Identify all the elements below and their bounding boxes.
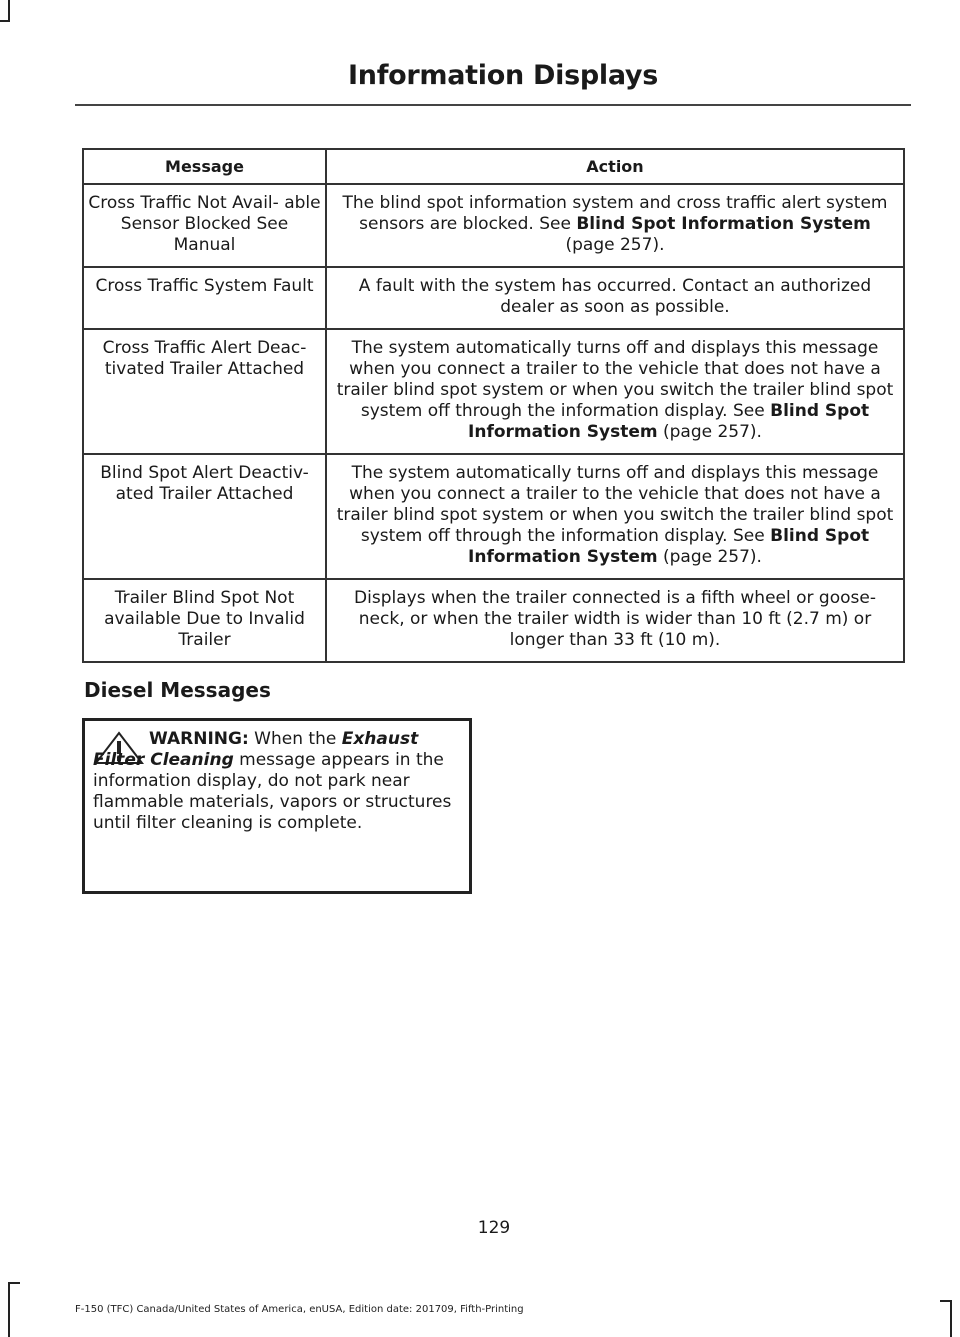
page-title: Information Displays xyxy=(348,60,658,91)
page-reference: (page 257). xyxy=(657,547,762,567)
message-cell: Cross Traffic Alert Deac- tivated Trailer Attached xyxy=(83,329,326,454)
header-message: Message xyxy=(83,149,326,184)
action-text: The blind spot information system and cross traffic alert system sensors are blocked. See xyxy=(342,193,888,234)
action-text: The system automatically turns off and displays this message when you connect a trailer to the vehicle that does not have a trailer blind spot system or when you switch the trailer blind spot system off through the information display. See xyxy=(336,463,894,546)
message-cell: Blind Spot Alert Deactiv- ated Trailer Attached xyxy=(83,454,326,579)
table-row xyxy=(83,454,904,579)
cross-reference-link[interactable]: Blind Spot Information System xyxy=(468,401,870,442)
table-row xyxy=(83,184,904,267)
crop-mark-top-left-h xyxy=(0,20,10,22)
message-cell: Cross Traffic System Fault xyxy=(83,267,326,329)
table-row xyxy=(83,267,904,329)
warning-label: WARNING: xyxy=(149,729,249,749)
message-cell: Trailer Blind Spot Not available Due to Invalid Trailer xyxy=(83,579,326,662)
action-cell xyxy=(326,267,904,329)
crop-mark-bottom-left-h xyxy=(8,1282,20,1284)
warning-box xyxy=(82,718,472,894)
page-reference: (page 257). xyxy=(657,422,762,442)
action-text: The system automatically turns off and displays this message when you connect a trailer to the vehicle that does not have a trailer blind spot system or when you switch the trailer blind spot system off through the information display. See xyxy=(336,338,894,421)
warning-text-part2: message appears in the information display, do not park near flammable materials, vapors or structures until filter cleaning is complete. xyxy=(93,750,452,833)
crop-mark-top-left-v xyxy=(8,0,10,22)
action-cell xyxy=(326,184,904,267)
table-row xyxy=(83,579,904,662)
table-header-row xyxy=(83,149,904,184)
messages-table xyxy=(82,148,905,663)
footer-edition-info: F-150 (TFC) Canada/United States of America, enUSA, Edition date: 201709, Fifth-Printing xyxy=(75,1304,524,1315)
warning-text xyxy=(93,729,463,834)
warning-text-part1: When the xyxy=(248,729,342,749)
action-cell xyxy=(326,329,904,454)
header-divider xyxy=(75,104,911,106)
crop-mark-bottom-right-h xyxy=(940,1300,952,1302)
page-reference: (page 257). xyxy=(565,235,665,255)
action-cell xyxy=(326,454,904,579)
section-heading: Diesel Messages xyxy=(84,678,271,702)
action-text: Displays when the trailer connected is a fifth wheel or goose- neck, or when the trailer width is wider than 10 ft (2.7 m) or longer than 33 ft (10 m). xyxy=(354,588,876,650)
warning-emphasis: Exhaust Filter Cleaning xyxy=(93,729,419,770)
page-number: 129 xyxy=(477,1218,511,1238)
action-text: A fault with the system has occurred. Contact an authorized dealer as soon as possible. xyxy=(358,276,872,317)
message-cell: Cross Traffic Not Avail- able Sensor Blocked See Manual xyxy=(83,184,326,267)
cross-reference-link[interactable]: Blind Spot Information System xyxy=(576,214,871,234)
header-action: Action xyxy=(326,149,904,184)
crop-mark-bottom-left-v xyxy=(8,1282,10,1337)
table-row xyxy=(83,329,904,454)
cross-reference-link[interactable]: Blind Spot Information System xyxy=(468,526,870,567)
action-cell xyxy=(326,579,904,662)
crop-mark-bottom-right-v xyxy=(950,1300,952,1337)
